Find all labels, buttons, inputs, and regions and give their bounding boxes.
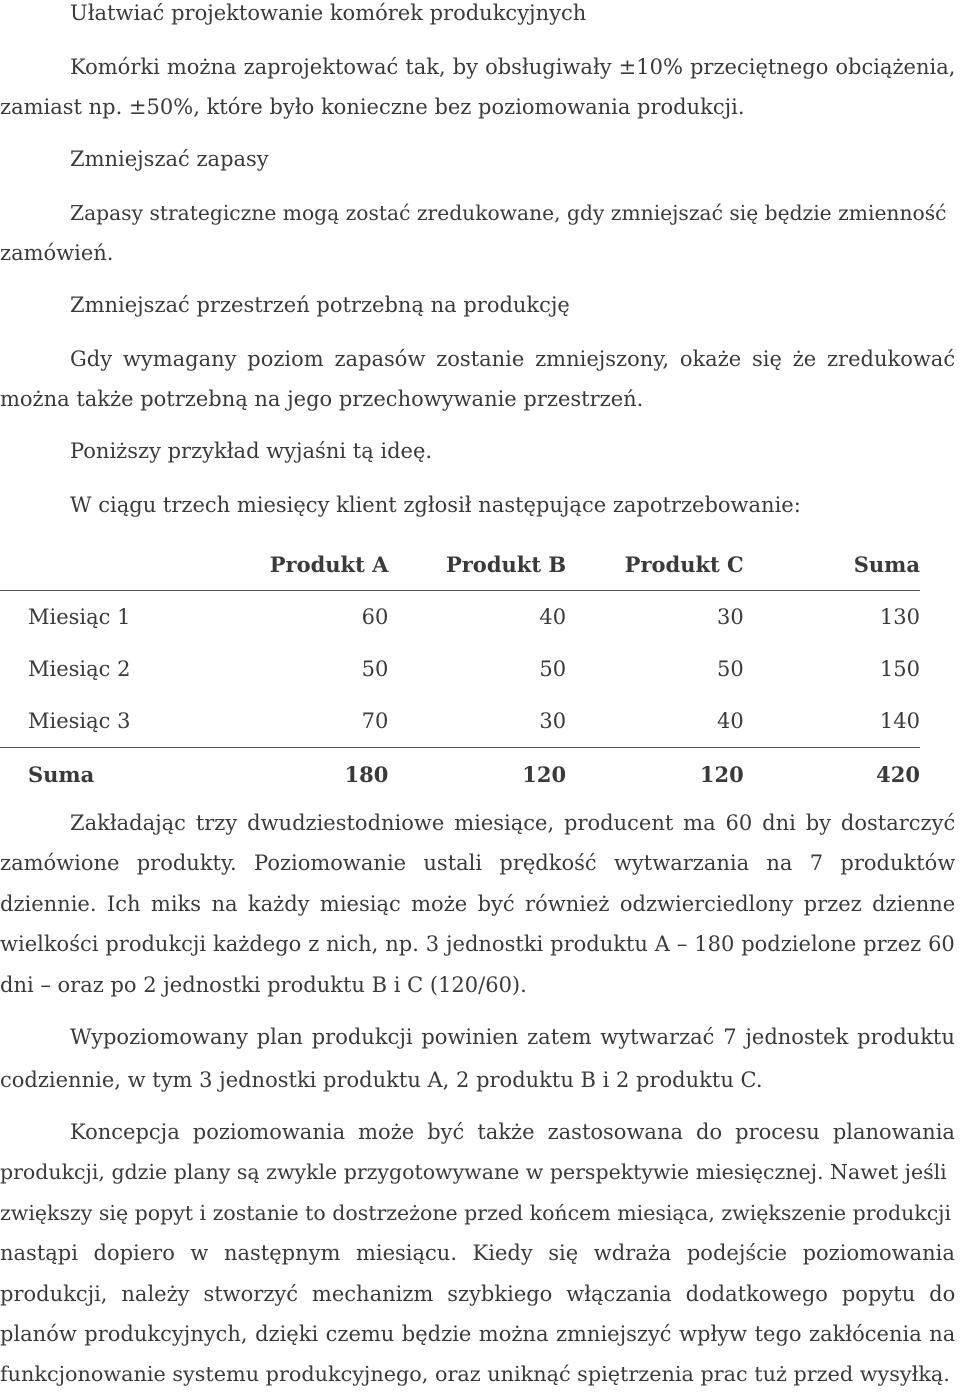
paragraph-line: dni – oraz po 2 jednostki produktu B i C (120/60).	[0, 973, 527, 997]
paragraph-line: produkcji, należy stworzyć mechanizm szybkiego włączania dodatkowego popytu do	[0, 1282, 956, 1306]
demand-table	[0, 538, 920, 800]
table-header-row	[0, 538, 920, 591]
paragraph-line: można także potrzebną na jego przechowywanie przestrzeń.	[0, 387, 644, 411]
heading-inventory: Zmniejszać zapasy	[70, 147, 269, 171]
table-cell: 120	[699, 761, 744, 787]
paragraph-line: planów produkcyjnych, dzięki czemu będzie można zmniejszyć wpływ tego zakłócenia na	[0, 1322, 956, 1346]
paragraph-line: wielkości produkcji każdego z nich, np. 3 jednostki produktu A – 180 podzielone przez 60	[0, 932, 955, 956]
table-cell: 70	[361, 709, 389, 733]
table-cell: 50	[361, 657, 389, 681]
paragraph-line: nastąpi dopiero w następnym miesiącu. Kiedy się wdraża podejście poziomowania	[0, 1241, 955, 1265]
table-row	[0, 643, 920, 695]
paragraph-line: funkcjonowanie systemu produkcyjnego, oraz uniknąć spiętrzenia prac tuż przed wysyłką.	[0, 1362, 950, 1386]
paragraph-line: zwiększy się popyt i zostanie to dostrzeżone przed końcem miesiąca, zwiększenie produkcji	[0, 1201, 952, 1225]
paragraph-line: dziennie. Ich miks na każdy miesiąc może być również odzwierciedlony przez dzienne	[0, 892, 956, 916]
paragraph-line: codziennie, w tym 3 jednostki produktu A, 2 produktu B i 2 produktu C.	[0, 1068, 763, 1092]
paragraph-line: zamówione produkty. Poziomowanie ustali prędkość wytwarzania na 7 produktów	[0, 851, 956, 875]
paragraph-line: Zapasy strategiczne mogą zostać zredukowane, gdy zmniejszać się będzie zmienność	[70, 201, 947, 225]
paragraph-line: Zakładając trzy dwudziestodniowe miesiące, producent ma 60 dni by dostarczyć	[70, 811, 956, 835]
paragraph-line: zamiast np. ±50%, które było konieczne bez poziomowania produkcji.	[0, 95, 745, 119]
table-header-cell: Suma	[853, 551, 920, 577]
table-cell: 60	[361, 605, 389, 629]
table-cell: 50	[717, 657, 744, 681]
paragraph-line: Wypoziomowany plan produkcji powinien zatem wytwarzać 7 jednostek produktu	[70, 1025, 955, 1049]
table-cell: 40	[539, 605, 567, 629]
table-cell: Miesiąc 3	[28, 709, 131, 733]
table-cell: 130	[879, 605, 920, 629]
table-cell: 140	[879, 709, 920, 733]
table-cell: Miesiąc 2	[28, 657, 131, 681]
paragraph-line: Komórki można zaprojektować tak, by obsługiwały ±10% przeciętnego obciążenia,	[70, 55, 956, 79]
paragraph-line: produkcji, gdzie plany są zwykle przygotowywane w perspektywie miesięcznej. Nawet jeśli	[0, 1160, 947, 1184]
table-cell: 30	[717, 605, 744, 629]
heading-space: Zmniejszać przestrzeń potrzebną na produkcję	[70, 293, 570, 317]
paragraph-line: zamówień.	[0, 241, 114, 265]
table-cell: 420	[876, 761, 920, 787]
paragraph-line: Koncepcja poziomowania może być także zastosowana do procesu planowania	[70, 1120, 955, 1144]
paragraph-example: Poniższy przykład wyjaśni tą ideę.	[70, 439, 433, 463]
table-row	[0, 591, 920, 644]
table-cell: Miesiąc 1	[28, 605, 131, 629]
table-cell: 120	[522, 761, 567, 787]
heading-cells: Ułatwiać projektowanie komórek produkcyjnych	[70, 1, 587, 25]
table-cell: 150	[879, 657, 920, 681]
table-header-cell	[0, 538, 211, 591]
table-header-cell: Produkt B	[445, 551, 567, 577]
table-row	[0, 695, 920, 748]
table-header-cell: Produkt A	[269, 551, 389, 577]
table-cell: 40	[717, 709, 744, 733]
table-cell: Suma	[28, 761, 95, 787]
table-header-cell: Produkt C	[624, 551, 744, 577]
table-total-row	[0, 748, 920, 801]
table-cell: 30	[539, 709, 567, 733]
paragraph-line: Gdy wymagany poziom zapasów zostanie zmniejszony, okaże się że zredukować	[70, 347, 956, 371]
table-cell: 50	[539, 657, 567, 681]
table-cell: 180	[344, 761, 389, 787]
paragraph-intro: W ciągu trzech miesięcy klient zgłosił następujące zapotrzebowanie:	[70, 493, 801, 517]
